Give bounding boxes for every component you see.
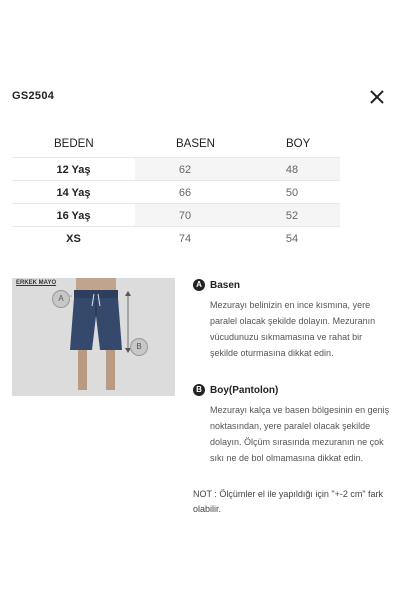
shorts-illustration — [12, 278, 175, 396]
table-row — [12, 180, 340, 204]
size-cell: XS — [66, 233, 81, 245]
size-cell: 16 Yaş — [56, 210, 91, 222]
size-cell: 12 Yaş — [56, 164, 91, 176]
instruction-text: Mezurayı kalça ve basen bölgesinin en geniş noktasından, yere paralel olacak şekilde dolayın. Ölçüm sırasında mezuranın ne çok sıkı ne de bol olmamasına dikkat edin. — [210, 405, 390, 463]
badge-a: A — [193, 279, 205, 291]
basen-cell: 62 — [178, 164, 192, 176]
column-header-beden: BEDEN — [54, 138, 94, 150]
basen-cell: 74 — [178, 233, 192, 245]
marker-a: A — [52, 290, 70, 308]
column-header-boy: BOY — [286, 138, 311, 150]
close-icon — [366, 86, 388, 108]
instruction-title: Boy(Pantolon) — [210, 385, 279, 396]
table-row — [12, 157, 340, 181]
badge-b: B — [193, 384, 205, 396]
table-row — [12, 226, 340, 250]
basen-cell: 66 — [178, 187, 192, 199]
boy-cell: 48 — [285, 164, 299, 176]
boy-cell: 52 — [285, 210, 299, 222]
column-header-basen: BASEN — [176, 138, 215, 150]
size-cell: 14 Yaş — [56, 187, 91, 199]
size-table-header — [12, 134, 340, 156]
table-row — [12, 203, 340, 227]
instruction-text: Mezurayı belinizin en ince kısmına, yere paralel olacak şekilde dolayın. Mezuranın vücudunuzu sıkmamasına ve rahat bir şekilde oturmasına dikkat edin. — [210, 300, 376, 358]
figure-label: ERKEK MAYO — [16, 280, 57, 286]
size-table — [12, 134, 340, 245]
close-button[interactable] — [366, 86, 388, 108]
measurement-figure — [12, 278, 175, 396]
basen-cell: 70 — [178, 210, 192, 222]
product-code: GS2504 — [12, 90, 55, 102]
marker-b: B — [130, 338, 148, 356]
boy-cell: 50 — [285, 187, 299, 199]
instruction-title: Basen — [210, 280, 241, 291]
boy-cell: 54 — [285, 233, 299, 245]
measurement-note: NOT : Ölçümler el ile yapıldığı için "+-2 cm" fark olabilir. — [193, 489, 384, 514]
